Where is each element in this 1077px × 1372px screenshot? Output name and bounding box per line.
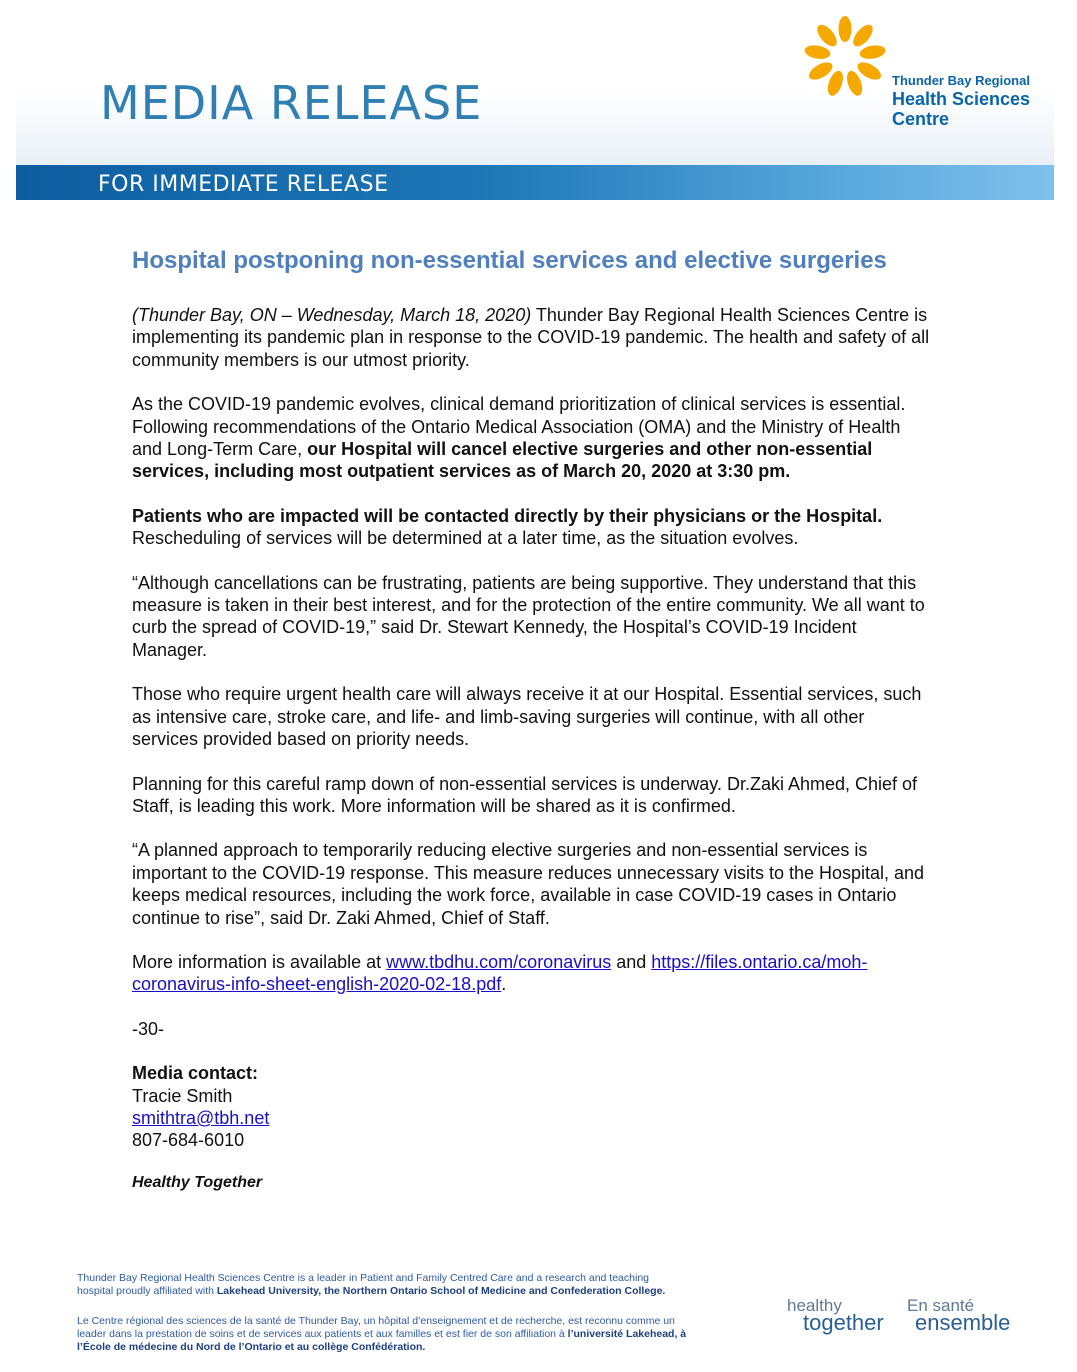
org-name-line1: Thunder Bay Regional [892,73,1030,88]
paragraph [132,951,932,996]
org-name-line3: Centre [892,109,950,129]
release-label: FOR IMMEDIATE RELEASE [98,172,389,197]
tagline-ensemble: ensemble [915,1310,1011,1335]
paragraph-text: More information is available at [132,951,387,972]
paragraph-text: . [501,974,507,995]
paragraph [132,839,932,929]
paragraph-text: “A planned approach to temporarily reducing elective surgeries and non-essential services is important to the COVID-19 response. This measure reduces unnecessary visits to the Hospital, and keeps medical resources, including the work force, available in case COVID-19 cases in Ontario continue to rise”, said Dr. Zaki Ahmed, Chief of Staff. [132,840,925,928]
end-mark: -30- [132,1018,165,1039]
paragraph [132,572,932,662]
footer-english [77,1272,687,1298]
dateline: (Thunder Bay, ON – Wednesday, March 18, 2020) [132,305,532,325]
media-release-title: MEDIA RELEASE [100,76,483,130]
org-name-line2: Health Sciences [892,89,1031,109]
paragraph [132,773,932,818]
paragraph-text: and [611,951,652,972]
sunburst-logo-icon [800,12,890,102]
paragraph [132,304,932,371]
paragraph [132,505,932,550]
tagline-together: together [803,1310,884,1335]
footer-bold-text: Lakehead University, the Northern Ontario School of Medicine and Confederation College. [216,1285,666,1297]
footer-text: Thunder Bay Regional Health Sciences Centre is a leader in Patient and Family Centred Care and a research and teaching hospital proudly affiliated with [77,1272,649,1297]
media-contact [132,1062,932,1194]
footer-french [77,1315,687,1354]
contact-name: Tracie Smith [132,1085,233,1106]
paragraph-bold-text: our Hospital will cancel elective surgeries and other non-essential services, including most outpatient services as of March 20, 2020 at 3:30 pm. [132,439,873,482]
paragraph [132,683,932,750]
hospital-logo [800,12,1040,132]
contact-phone: 807-684-6010 [132,1130,245,1151]
tagline-healthy: healthy [787,1296,842,1315]
contact-title: Media contact: [132,1063,259,1084]
ontario-info-sheet-link[interactable]: https://files.ontario.ca/moh-coronavirus-info-sheet-english-2020-02-18.pdf [132,951,868,995]
article-body [132,304,932,1194]
release-banner [16,165,1054,200]
paragraph-text: Planning for this careful ramp down of non-essential services is underway. Dr.Zaki Ahmed, Chief of Staff, is leading this work. More information will be shared as it is confirmed. [132,773,918,816]
footer-bold-text: l’université Lakehead, à l’École de médecine du Nord de l’Ontario et au collège Confédération. [77,1328,687,1353]
paragraph-text: Rescheduling of services will be determined at a later time, as the situation evolves. [132,528,799,549]
headline: Hospital postponing non-essential services and elective surgeries [132,247,887,274]
paragraph-text: As the COVID-19 pandemic evolves, clinical demand prioritization of clinical services is essential. Following recommendations of the Ontario Medical Association (OMA) and the Ministry of Health and Long-Term Care, [132,394,906,460]
paragraph [132,393,932,483]
paragraph-text: Those who require urgent health care will always receive it at our Hospital. Essential services, such as intensive care, stroke care, and life- and limb-saving surgeries will continue, with all other services provided based on priority needs. [132,684,922,750]
paragraph-text: Thunder Bay Regional Health Sciences Centre is implementing its pandemic plan in response to the COVID-19 pandemic. The health and safety of all community members is our utmost priority. [132,305,930,370]
paragraph-text: “Although cancellations can be frustrating, patients are being supportive. They understand that this measure is taken in their best interest, and for the protection of the entire community. We all want to curb the spread of COVID-19,” said Dr. Stewart Kennedy, the Hospital’s COVID-19 Incident Manager. [132,572,925,660]
tbdhu-link[interactable]: www.tbdhu.com/coronavirus [386,951,612,972]
footer-text: Le Centre régional des sciences de la santé de Thunder Bay, un hôpital d’enseignement et de recherche, est reconnu comme un leader dans la prestation de soins et de services aux patients et aux familles et est fier de son affiliation à [77,1315,675,1340]
tagline: Healthy Together [132,1173,263,1191]
contact-email-link[interactable]: smithtra@tbh.net [132,1107,270,1128]
tagline-en-sante: En santé [907,1296,975,1315]
paragraph-bold-text: Patients who are impacted will be contacted directly by their physicians or the Hospital. [132,505,883,526]
